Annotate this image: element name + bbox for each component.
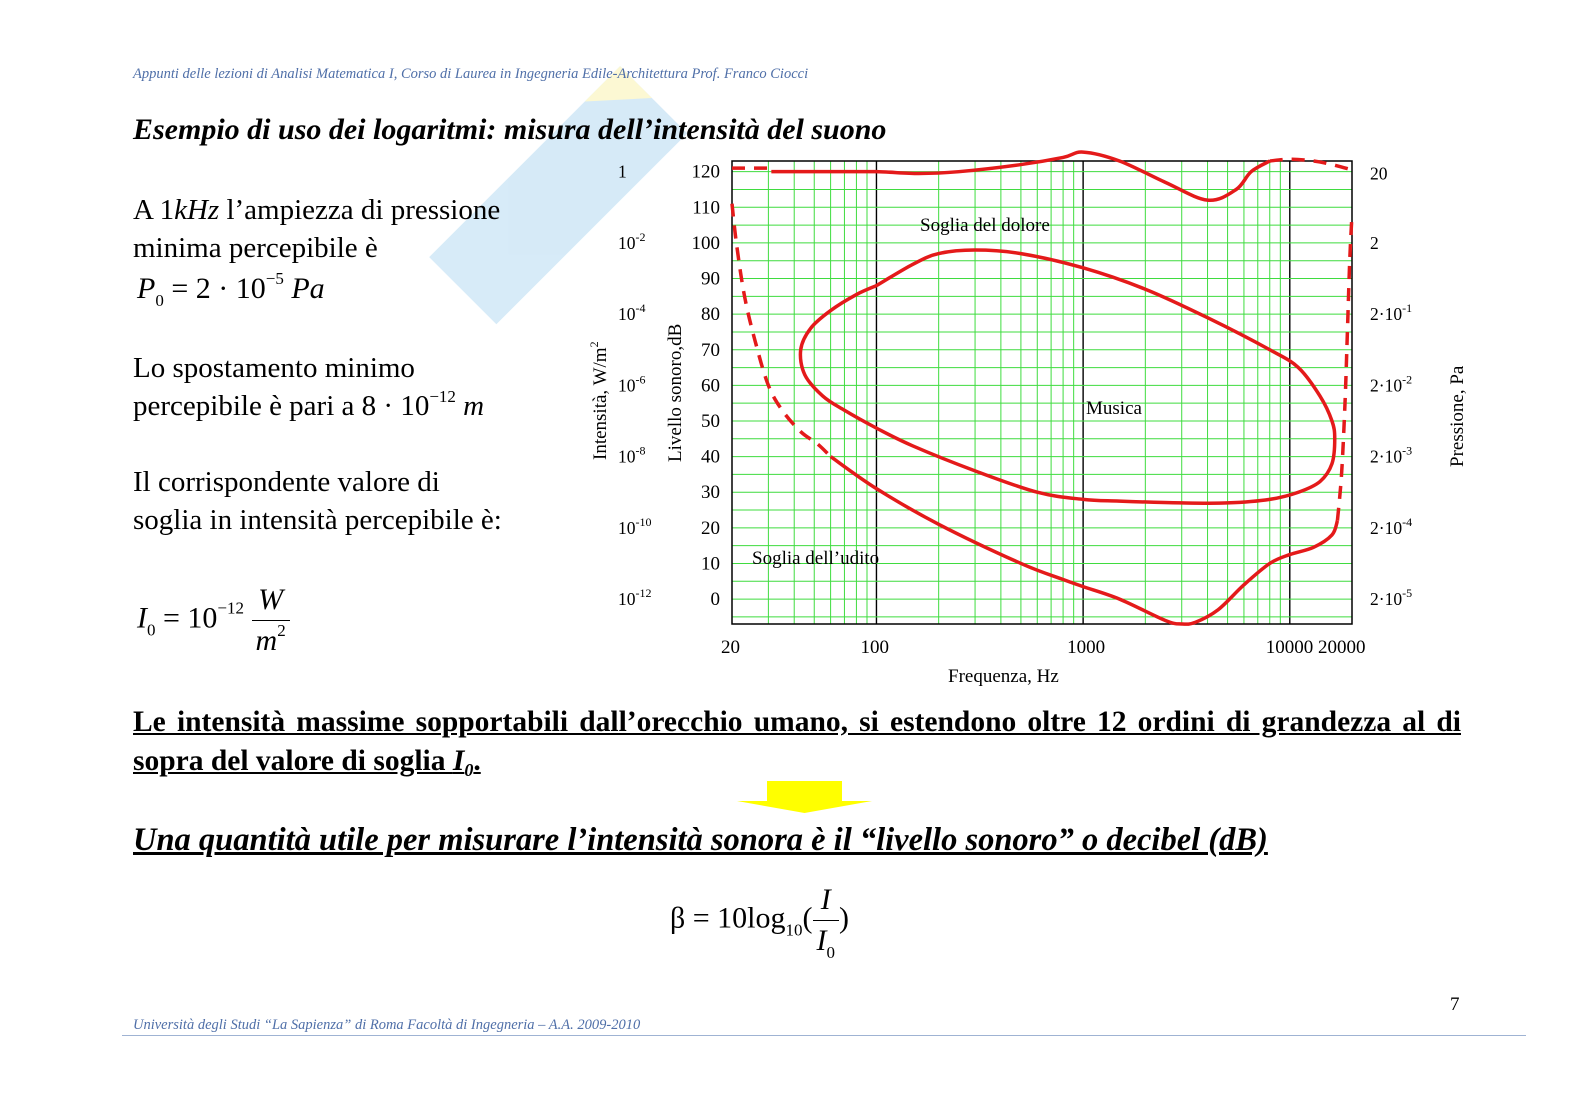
max-intensity-statement: Le intensità massime sopportabili dall’orecchio umano, si estendono oltre 12 ordini di grandezza al di sopra del valore di soglia $I_0$. <box>133 706 1461 780</box>
i0-equation: $I_0 = 10^{-12}$ $\frac{W}{m^2}$ <box>137 580 290 661</box>
annotation-music: Musica <box>1086 398 1142 419</box>
p0-equation: $P_0 = 2 \cdot 10^{-5}$ Pa <box>137 269 325 310</box>
y-axis-label-intensity: Intensità, $W/m^2$ <box>587 341 611 460</box>
pressure-tick-label: $2\cdot 10^{-4}$ <box>1370 514 1413 538</box>
page-title: Esempio di uso dei logaritmi: misura dell’intensità del suono <box>133 113 887 146</box>
y-axis-label-pressure: Pressione, Pa <box>1447 365 1468 467</box>
hearing-range-chart <box>580 150 1480 695</box>
pressure-paragraph <box>133 191 500 267</box>
page-number: 7 <box>1450 994 1460 1015</box>
intensity-paragraph <box>133 463 502 539</box>
y-axis-label-db: Livello sonoro,dB <box>665 323 686 462</box>
dashed-curve-4 <box>732 204 831 457</box>
footer-divider <box>122 1035 1526 1036</box>
annotation-pain-threshold: Soglia del dolore <box>920 215 1050 236</box>
intensity-tick-label: $10^{-10}$ <box>618 514 652 538</box>
beta-equation: $\beta = 10\log_{10}$( $\frac{I}{I_0}$ ) <box>670 880 849 961</box>
displacement-line-2: percepibile è pari a $8 \cdot 10^{-12}$ m <box>133 387 485 422</box>
db-tick-label: 80 <box>701 304 720 326</box>
chart-labels <box>587 162 1468 687</box>
db-tick-label: 90 <box>701 268 720 290</box>
intensity-line-2: soglia in intensità percepibile è: <box>133 504 502 536</box>
intensity-tick-label: $10^{-6}$ <box>618 372 646 396</box>
pressure-tick-label: $2\cdot 10^{-2}$ <box>1370 372 1413 396</box>
decibel-statement: Una quantità utile per misurare l’intensità sonora è il “livello sonoro” o decibel (dB) <box>133 822 1268 858</box>
db-tick-label: 60 <box>701 375 720 397</box>
intensity-tick-label: $10^{-12}$ <box>618 586 652 610</box>
pressure-tick-label: $2\cdot 10^{-5}$ <box>1370 586 1413 610</box>
db-tick-label: 10 <box>701 553 720 575</box>
db-tick-label: 100 <box>691 232 720 254</box>
pressure-tick-label: 20 <box>1370 163 1388 184</box>
intensity-line-1: Il corrispondente valore di <box>133 466 440 498</box>
curve-6 <box>800 250 1334 503</box>
beta-fraction: $\frac{I}{I_0}$ <box>813 880 840 961</box>
db-tick-label: 30 <box>701 482 720 504</box>
x-tick-label: 100 <box>860 637 889 658</box>
x-axis-label: Frequenza, Hz <box>948 666 1059 687</box>
intensity-tick-label: 1 <box>618 161 627 182</box>
db-tick-label: 110 <box>692 197 720 219</box>
x-tick-label: 1000 <box>1067 637 1106 658</box>
pressure-tick-label: $2\cdot 10^{-3}$ <box>1370 443 1413 467</box>
annotation-hearing-threshold: Soglia dell’udito <box>752 548 880 569</box>
pressure-tick-label: 2 <box>1370 232 1379 253</box>
i0-fraction: $\frac{W}{m^2}$ <box>252 580 290 661</box>
intensity-tick-label: $10^{-8}$ <box>618 443 646 467</box>
page-footer: Università degli Studi “La Sapienza” di Roma Facoltà di Ingegneria – A.A. 2009-2010 <box>133 1017 641 1033</box>
db-tick-label: 40 <box>701 446 720 468</box>
db-tick-label: 120 <box>691 161 720 183</box>
db-tick-label: 50 <box>701 410 720 432</box>
intensity-tick-label: $10^{-4}$ <box>618 301 646 325</box>
db-tick-label: 0 <box>710 589 720 611</box>
pressure-tick-label: $2\cdot 10^{-1}$ <box>1370 301 1413 325</box>
db-tick-label: 70 <box>701 339 720 361</box>
page-header: Appunti delle lezioni di Analisi Matematica I, Corso di Laurea in Ingegneria Edile-Architettura Prof. Franco Ciocci <box>133 66 809 82</box>
intensity-tick-label: $10^{-2}$ <box>618 229 646 253</box>
pressure-line-1: A 1kHz l’ampiezza di pressione <box>133 194 501 226</box>
displacement-paragraph <box>133 349 484 425</box>
displacement-line-1: Lo spostamento minimo <box>133 352 415 384</box>
x-tick-label: 20 <box>721 637 740 658</box>
down-arrow-icon <box>737 781 872 813</box>
pressure-line-2: minima percepibile è <box>133 232 378 264</box>
x-tick-label: 10000 20000 <box>1265 637 1366 658</box>
db-tick-label: 20 <box>701 517 720 539</box>
